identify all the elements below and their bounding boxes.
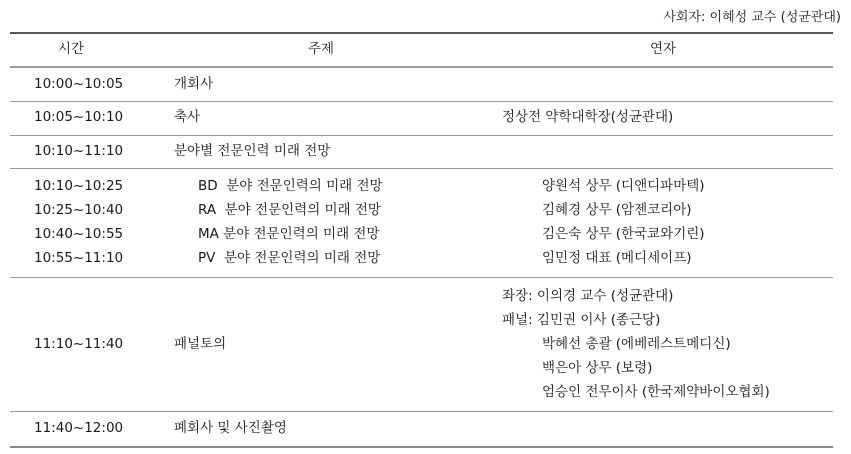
session-topic: RA 분야 전문인력의 미래 전망	[198, 202, 381, 218]
session-time: 10:25~10:40	[34, 202, 124, 218]
row-time: 10:00~10:05	[34, 76, 124, 92]
table-row	[10, 108, 833, 128]
session-topic: MA 분야 전문인력의 미래 전망	[198, 226, 380, 242]
row-time: 10:05~10:10	[34, 109, 124, 125]
table-row	[10, 419, 833, 439]
row-speaker: 정상전 약학대학장(성균관대)	[502, 109, 674, 125]
row-divider	[10, 101, 833, 102]
row-divider	[10, 411, 833, 412]
row-topic: 분야별 전문인력 미래 전망	[174, 143, 331, 159]
panel-block	[10, 287, 833, 405]
row-time: 10:10~11:10	[34, 143, 124, 159]
panel-chair: 좌장: 이의경 교수 (성균관대)	[502, 288, 674, 304]
table-row	[10, 75, 833, 95]
row-topic: 축사	[174, 109, 201, 125]
closing-time: 11:40~12:00	[34, 420, 124, 436]
table-row	[10, 142, 833, 162]
session-time: 10:55~11:10	[34, 250, 124, 266]
row-divider	[10, 168, 833, 169]
panelist: 백은아 상무 (보령)	[542, 360, 653, 376]
session-time: 10:40~10:55	[34, 226, 124, 242]
header-time: 시간	[58, 41, 85, 57]
session-speaker: 양원석 상무 (디앤디파마텍)	[542, 178, 705, 194]
session-topic: PV 분야 전문인력의 미래 전망	[198, 250, 381, 266]
panel-panelists-label: 패널: 김민권 이사 (종근당)	[502, 312, 661, 328]
session-speaker: 김혜경 상무 (암젠코리아)	[542, 202, 692, 218]
panelist: 엄승인 전무이사 (한국제약바이오협회)	[542, 384, 770, 400]
row-topic: 개회사	[174, 76, 214, 92]
moderator-label: 사회자: 이혜성 교수 (성균관대)	[663, 10, 841, 25]
table-top-rule	[10, 32, 833, 34]
header-topic: 주제	[308, 41, 335, 57]
session-topic: BD 분야 전문인력의 미래 전망	[198, 178, 383, 194]
panel-topic: 패널토의	[174, 336, 227, 352]
header-speaker: 연자	[650, 41, 677, 57]
table-header	[10, 40, 833, 60]
session-block	[10, 177, 833, 272]
panelist: 박혜선 총괄 (에베레스트메디신)	[542, 336, 731, 352]
header-rule	[10, 66, 833, 68]
row-divider	[10, 277, 833, 278]
table-bottom-rule	[10, 446, 833, 448]
row-divider	[10, 135, 833, 136]
panel-time: 11:10~11:40	[34, 336, 124, 352]
closing-topic: 폐회사 및 사진촬영	[174, 420, 287, 436]
session-speaker: 김은숙 상무 (한국쿄와기린)	[542, 226, 705, 242]
session-time: 10:10~10:25	[34, 178, 124, 194]
session-speaker: 임민정 대표 (메디세이프)	[542, 250, 692, 266]
